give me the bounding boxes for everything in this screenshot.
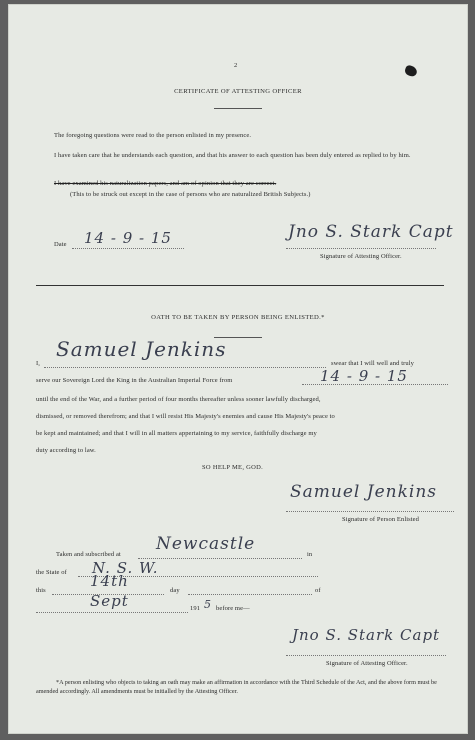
- oath-line-5: be kept and maintained; and that I will in all matters appertaining to my service, faithfully discharge my: [36, 430, 317, 437]
- officer-signature-2: Jno S. Stark Capt: [292, 626, 441, 644]
- officer-signature-line-1: [286, 248, 436, 249]
- year-handwritten: 5: [204, 598, 212, 611]
- name-dotted-line: [44, 367, 326, 368]
- before-me-label: before me—: [216, 605, 250, 612]
- enlistee-signature-line: [286, 511, 454, 512]
- date-handwritten: 14 - 9 - 15: [84, 229, 172, 247]
- officer-signature-label-2: Signature of Attesting Officer.: [326, 660, 408, 667]
- section-divider: [36, 285, 444, 286]
- enlistee-signature: Samuel Jenkins: [290, 482, 437, 502]
- title-divider: [214, 108, 262, 109]
- naturalization-struck-line: I have examined his naturalization papers, and am of opinion that they are correct.: [54, 180, 277, 187]
- oath-line-4: dismissed, or removed therefrom; and that I will resist His Majesty's enemies and cause His Majesty's peace to: [36, 413, 335, 420]
- oath-line-3: until the end of the War, and a further period of four months thereafter unless sooner lawfully discharged,: [36, 396, 321, 403]
- naturalization-note: (This to be struck out except in the case of persons who are naturalized British Subjects.): [70, 191, 311, 198]
- day-label: day: [170, 587, 180, 594]
- oath-title: OATH TO BE TAKEN BY PERSON BEING ENLISTED.*: [151, 314, 325, 321]
- certificate-title: CERTIFICATE OF ATTESTING OFFICER: [174, 88, 302, 95]
- oath-line-6: duty according to law.: [36, 447, 96, 454]
- footnote: *A person enlisting who objects to taking an oath may make an affirmation in accordance with the Third Schedule of the Act, and the above form must be amended accordingly. All amendments must be initialled by the Attesting Officer.: [36, 679, 437, 695]
- state-handwritten: N. S. W.: [92, 559, 159, 577]
- enlistee-name-handwritten: Samuel Jenkins: [56, 337, 227, 361]
- year-prefix: 191: [190, 605, 201, 612]
- in-label: in: [307, 551, 313, 558]
- date-dotted-line: [72, 248, 184, 249]
- oath-serve-text: serve our Sovereign Lord the King in the Australian Imperial Force from: [36, 377, 233, 384]
- of-dotted-line: [188, 594, 312, 595]
- oath-closing: SO HELP ME, GOD.: [202, 464, 264, 471]
- month-handwritten: Sept: [90, 592, 129, 610]
- of-label: of: [315, 587, 321, 594]
- date-label: Date: [54, 241, 67, 248]
- this-label: this: [36, 587, 46, 594]
- officer-signature-1: Jno S. Stark Capt: [288, 222, 454, 242]
- officer-signature-label-1: Signature of Attesting Officer.: [320, 253, 402, 260]
- certificate-line-2: I have taken care that he understands each question, and that his answer to each question has been duly entered as replied to by him.: [54, 152, 411, 159]
- month-dotted-line: [36, 612, 188, 613]
- ink-blot: [404, 64, 419, 78]
- officer-signature-line-2: [286, 655, 446, 656]
- taken-subscribed-label: Taken and subscribed at: [56, 551, 121, 558]
- state-label: the State of: [36, 569, 67, 576]
- day-handwritten: 14th: [90, 572, 129, 590]
- certificate-line-1: The foregoing questions were read to the person enlisted in my presence.: [54, 132, 252, 139]
- page-number: 2: [234, 62, 238, 69]
- oath-swear-text: swear that I will well and truly: [331, 360, 414, 367]
- oath-i-label: I,: [36, 360, 40, 367]
- enlistee-signature-label: Signature of Person Enlisted: [342, 516, 419, 523]
- place-dotted-line: [138, 558, 302, 559]
- from-date-handwritten: 14 - 9 - 15: [320, 367, 408, 385]
- document-page: [8, 4, 468, 734]
- place-handwritten: Newcastle: [156, 534, 256, 554]
